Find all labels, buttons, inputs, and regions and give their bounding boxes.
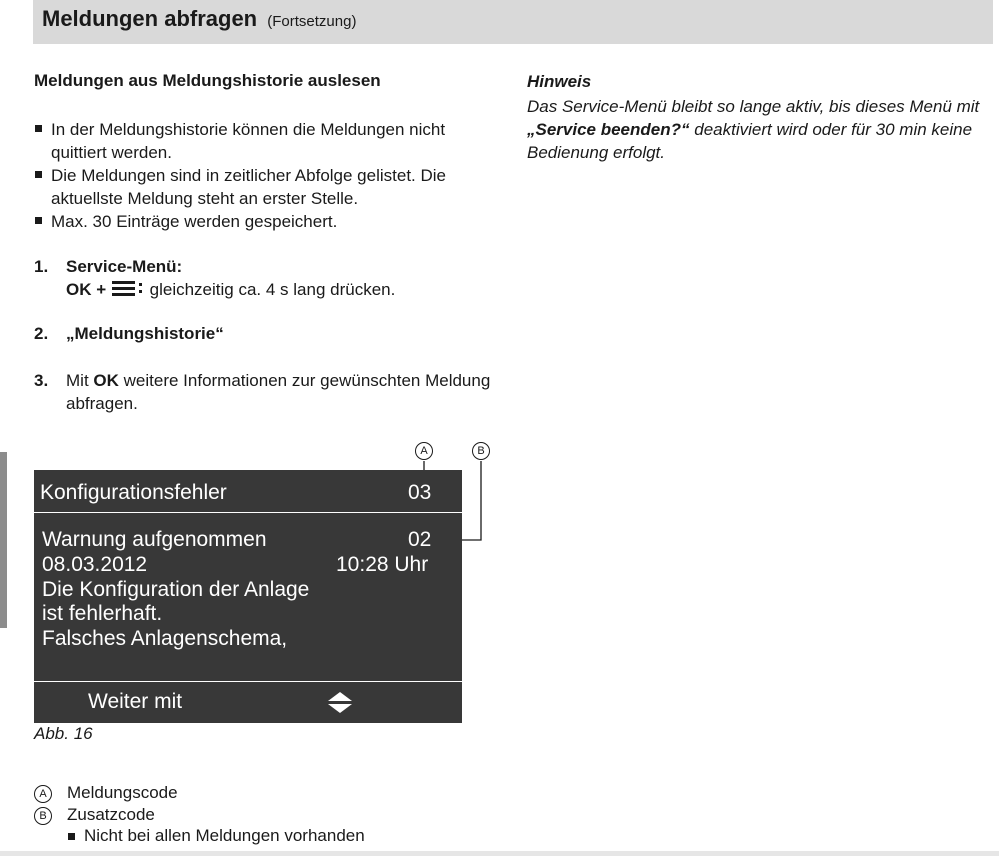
step-text: weitere Informationen zur gewünschten Meldung abfragen. bbox=[66, 371, 491, 413]
bullet-item: Die Meldungen sind in zeitlicher Abfolge gelistet. Die aktuellste Meldung steht an erster Stelle. bbox=[34, 164, 504, 210]
ok-key-label: OK bbox=[66, 280, 92, 299]
display-line-warning: Warnung aufgenommen bbox=[42, 528, 267, 551]
message-code: 03 bbox=[408, 481, 432, 504]
up-down-arrow-icon bbox=[327, 691, 353, 720]
display-divider-bottom bbox=[34, 681, 462, 682]
callout-b: B bbox=[472, 442, 490, 460]
display-divider-top bbox=[34, 512, 462, 513]
step-text: gleichzeitig ca. 4 s lang drücken. bbox=[149, 280, 396, 299]
hint-title: Hinweis bbox=[527, 72, 592, 91]
hint-body bbox=[527, 95, 987, 164]
display-footer-text: Weiter mit bbox=[88, 690, 183, 713]
figure-caption: Abb. 16 bbox=[34, 724, 93, 743]
hint-text-post: deaktiviert wird oder für 30 min keine Bedienung erfolgt. bbox=[527, 120, 973, 162]
legend-note: Nicht bei allen Meldungen vorhanden bbox=[68, 826, 365, 846]
hint-text-bold: „Service beenden?“ bbox=[527, 120, 690, 139]
display-time: 10:28 Uhr bbox=[336, 553, 429, 576]
section-title: Meldungen aus Meldungshistorie auslesen bbox=[34, 71, 381, 90]
page-subtitle: (Fortsetzung) bbox=[267, 13, 357, 30]
bullet-item: Max. 30 Einträge werden gespeichert. bbox=[34, 210, 504, 233]
step-title: Service-Menü: bbox=[66, 257, 183, 276]
step-title: „Meldungshistorie“ bbox=[66, 324, 224, 343]
legend-label: Zusatzcode bbox=[67, 805, 155, 824]
legend-callout-b: B bbox=[34, 807, 52, 825]
display-line: Falsches Anlagenschema, bbox=[42, 627, 288, 650]
plus-sign: + bbox=[96, 280, 107, 299]
page-bottom-strip bbox=[0, 851, 999, 856]
device-display bbox=[34, 470, 462, 723]
hint-text-pre: Das Service-Menü bleibt so lange aktiv, bis dieses Menü mit bbox=[527, 97, 980, 116]
display-date: 08.03.2012 bbox=[42, 553, 148, 576]
legend-label: Meldungscode bbox=[67, 783, 178, 802]
legend-callout-a: A bbox=[34, 785, 52, 803]
display-header-text: Konfigurationsfehler bbox=[40, 481, 227, 504]
display-line: ist fehlerhaft. bbox=[42, 602, 163, 625]
display-line: Die Konfiguration der Anlage bbox=[42, 578, 310, 601]
callout-a: A bbox=[415, 442, 433, 460]
additional-code: 02 bbox=[408, 528, 432, 551]
step-number: 1. bbox=[34, 257, 49, 276]
ok-key-label: OK bbox=[93, 371, 119, 390]
step-number: 3. bbox=[34, 371, 49, 390]
step-number: 2. bbox=[34, 324, 49, 343]
step-text-pre: Mit bbox=[66, 371, 89, 390]
page-title-text: Meldungen abfragen bbox=[42, 6, 258, 31]
bullet-item: In der Meldungshistorie können die Meldungen nicht quittiert werden. bbox=[34, 118, 504, 164]
